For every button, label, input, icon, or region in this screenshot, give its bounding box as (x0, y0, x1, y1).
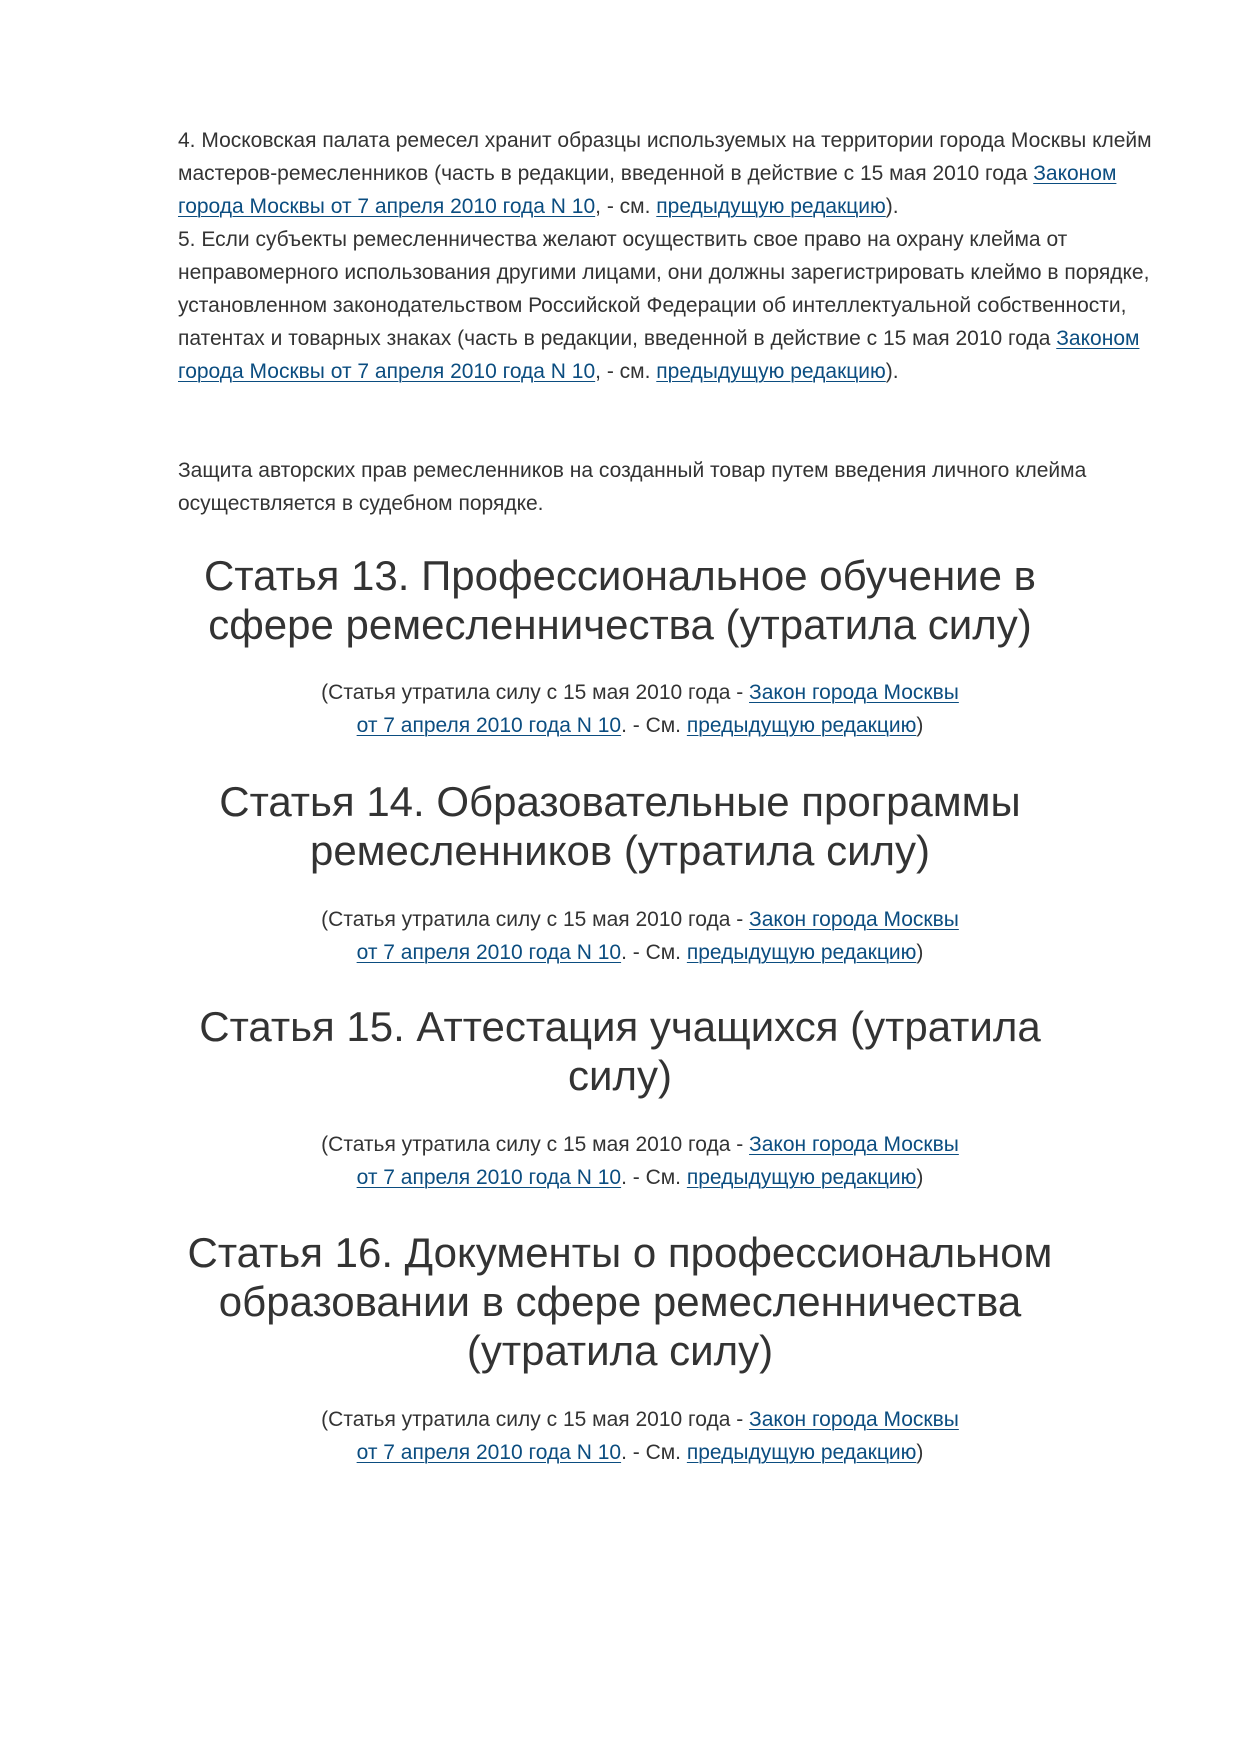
previous-edition-link[interactable]: предыдущую редакцию (686, 714, 917, 737)
previous-edition-link[interactable]: предыдущую редакцию (686, 941, 917, 964)
note-text: (Статья утратила силу с 15 мая 2010 года - (321, 1133, 750, 1156)
article-15-title: Статья 15. Аттестация учащихся (утратила силу) (199, 1003, 1041, 1099)
note-text: . - См. (621, 714, 687, 737)
law-link[interactable]: Законом города Москвы от 7 апреля 2010 года N 10 (178, 327, 1140, 383)
law-link[interactable]: Закон города Москвы (749, 908, 959, 931)
law-link[interactable]: от 7 апреля 2010 года N 10 (356, 941, 622, 964)
article-13-note (200, 676, 1080, 742)
article-14-title: Статья 14. Образовательные программы ремесленников (утратила силу) (219, 778, 1021, 874)
law-link[interactable]: от 7 апреля 2010 года N 10 (356, 1166, 622, 1189)
note-text: . - См. (621, 941, 687, 964)
note-text: (Статья утратила силу с 15 мая 2010 года - (321, 1408, 750, 1431)
note-text: . - См. (621, 1441, 687, 1464)
note-text: ) (916, 714, 924, 737)
previous-edition-link[interactable]: предыдущую редакцию (686, 1441, 917, 1464)
paragraph-protection: Защита авторских прав ремесленников на созданный товар путем введения личного клейма осуществляется в судебном порядке. (178, 459, 1087, 515)
note-text: . - См. (621, 1166, 687, 1189)
article-15-note (200, 1128, 1080, 1194)
previous-edition-link[interactable]: предыдущую редакцию (686, 1166, 917, 1189)
paragraph-item-4 (178, 124, 1153, 223)
law-link[interactable]: от 7 апреля 2010 года N 10 (356, 1441, 622, 1464)
paragraph-text: , - см. (595, 195, 657, 218)
previous-edition-link[interactable]: предыдущую редакцию (656, 195, 886, 218)
paragraph-text: ). (885, 360, 899, 383)
article-16-note (200, 1403, 1080, 1469)
note-text: (Статья утратила силу с 15 мая 2010 года - (321, 681, 750, 704)
paragraph-text: 5. Если субъекты ремесленничества желают осуществить свое право на охрану клейма от неправомерного использования другими лицами, они должны зарегистрировать клеймо в порядке, установленном законодательством Российской Федерации об интеллектуальной собственности, патентах и товарных знаках (часть в редакции, введенной в действие с 15 мая 2010 года (178, 228, 1150, 350)
law-link[interactable]: Закон города Москвы (749, 1408, 959, 1431)
article-16-title: Статья 16. Документы о профессиональном образовании в сфере ремесленничества (утратила силу) (187, 1229, 1053, 1374)
note-text: ) (916, 1441, 924, 1464)
note-text: (Статья утратила силу с 15 мая 2010 года - (321, 908, 750, 931)
paragraph-items-4-5 (178, 124, 1153, 388)
note-text: ) (916, 941, 924, 964)
law-link[interactable]: Закон города Москвы (749, 681, 959, 704)
paragraph-text: 4. Московская палата ремесел хранит образцы используемых на территории города Москвы клейм мастеров-ремесленников (часть в редакции, введенной в действие с 15 мая 2010 года (178, 129, 1152, 185)
paragraph-text: ). (885, 195, 899, 218)
law-link[interactable]: Законом города Москвы от 7 апреля 2010 года N 10 (178, 162, 1117, 218)
law-link[interactable]: от 7 апреля 2010 года N 10 (356, 714, 622, 737)
paragraph-item-5 (178, 223, 1153, 388)
previous-edition-link[interactable]: предыдущую редакцию (656, 360, 886, 383)
paragraph-text: , - см. (595, 360, 657, 383)
article-14-note (200, 903, 1080, 969)
law-link[interactable]: Закон города Москвы (749, 1133, 959, 1156)
article-13-title: Статья 13. Профессиональное обучение в сфере ремесленничества (утратила силу) (203, 552, 1036, 648)
note-text: ) (916, 1166, 924, 1189)
